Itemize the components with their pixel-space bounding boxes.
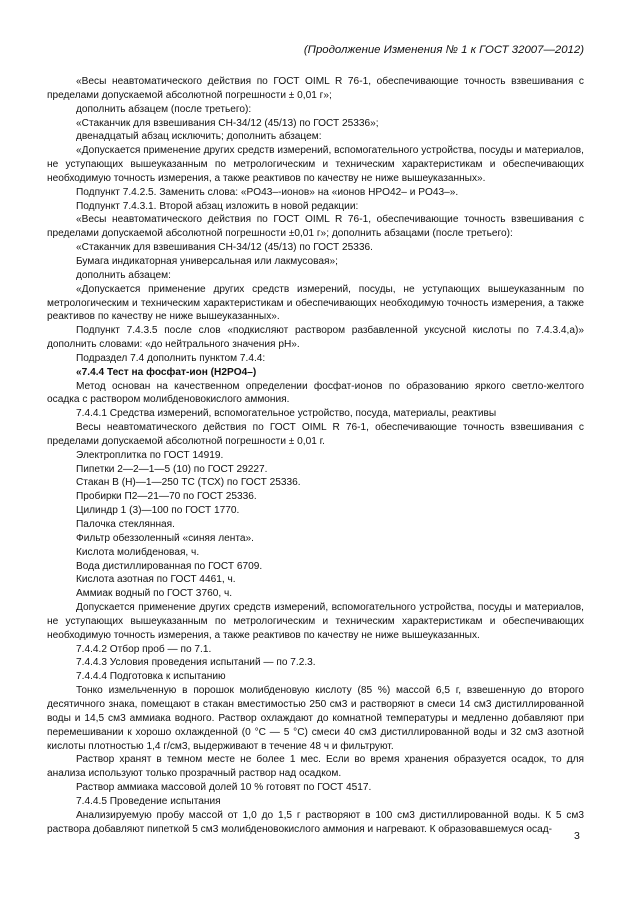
paragraph: «Весы неавтоматического действия по ГОСТ OIML R 76-1, обеспечивающие точность взвешивания с пределами допускаемой абсолютной погрешности ±0,01 г»; дополнить абзацами (после третьего): bbox=[47, 214, 584, 240]
paragraph: Подраздел 7.4 дополнить пунктом 7.4.4: bbox=[76, 352, 266, 364]
paragraph: Допускается применение других средств измерений, вспомогательного устройства, посуды и материалов, не уступающих вышеуказанным по метрологическим и техническим характеристикам и обеспечивающих необходимую точность измерения, а также реактивов по качеству не ниже вышеуказанных. bbox=[47, 602, 584, 641]
paragraph: дополнить абзацем (после третьего): bbox=[76, 103, 252, 115]
paragraph: «Весы неавтоматического действия по ГОСТ OIML R 76-1, обеспечивающие точность взвешивания с пределами допускаемой абсолютной погрешности ± 0,01 г»; bbox=[47, 76, 584, 101]
paragraph: 7.4.4.2 Отбор проб — по 7.1. bbox=[76, 643, 212, 655]
paragraph: Тонко измельченную в порошок молибденовую кислоту (85 %) массой 6,5 г, взвешенную до второго десятичного знака, помещают в стакан вместимостью 250 см3 и растворяют в смеси 14 см3 дистиллированной воды и 14,5 см3 аммиака водного. Раствор охлаждают до комнатной температуры и медленно добавляют при перемешивании к хорошо охлажденной (0 °С — 5 °С) смеси 40 см3 дистиллированной воды и 32 см3 азотной кислоты плотностью 1,4 г/см3, выдерживают в течение 48 ч и фильтруют. bbox=[47, 685, 584, 752]
paragraph: двенадцатый абзац исключить; дополнить абзацем: bbox=[76, 131, 322, 143]
list-item: Вода дистиллированная по ГОСТ 6709. bbox=[76, 560, 263, 572]
paragraph: Раствор хранят в темном месте не более 1 мес. Если во время хранения образуется осадок, то для анализа используют только прозрачный раствор над осадком. bbox=[47, 754, 584, 780]
running-header: (Продолжение Изменения № 1 к ГОСТ 32007—2012) bbox=[303, 44, 584, 56]
paragraph: Метод основан на качественном определении фосфат-ионов по образованию яркого светло-желтого осадка с раствором молибденовокислого аммония. bbox=[47, 380, 584, 406]
page-number: 3 bbox=[574, 830, 580, 842]
list-item: Цилиндр 1 (3)—100 по ГОСТ 1770. bbox=[76, 505, 240, 517]
paragraph: 7.4.4.4 Подготовка к испытанию bbox=[76, 671, 226, 683]
paragraph: 7.4.4.5 Проведение испытания bbox=[76, 795, 221, 807]
paragraph: Раствор аммиака массовой долей 10 % готовят по ГОСТ 4517. bbox=[76, 782, 372, 794]
list-item: Фильтр обеззоленный «синяя лента». bbox=[76, 532, 254, 544]
paragraph: Весы неавтоматического действия по ГОСТ OIML R 76-1, обеспечивающие точность взвешивания с пределами допускаемой абсолютной погрешности ± 0,01 г. bbox=[47, 422, 584, 447]
paragraph: «Допускается применение других средств измерений, посуды, не уступающих вышеуказанным по метрологическим и техническим характеристикам и обеспечивающих необходимую точность измерения, а также реактивов по качеству не ниже вышеуказанных». bbox=[47, 283, 584, 323]
list-item: Стакан В (Н)—1—250 ТС (ТСХ) по ГОСТ 25336. bbox=[76, 477, 301, 489]
paragraph: «Стаканчик для взвешивания СН-34/12 (45/13) по ГОСТ 25336»; bbox=[76, 117, 379, 129]
list-item: Аммиак водный по ГОСТ 3760, ч. bbox=[76, 588, 233, 600]
paragraph: «Стаканчик для взвешивания СН-34/12 (45/13) по ГОСТ 25336. bbox=[76, 242, 373, 254]
list-item: Кислота азотная по ГОСТ 4461, ч. bbox=[76, 574, 236, 586]
paragraph: Анализируемую пробу массой от 1,0 до 1,5 г растворяют в 100 см3 дистиллированной воды. К 5 см3 раствора добавляют пипеткой 5 см3 молибденовокислого аммония и нагревают. К образовавшемуся осад- bbox=[47, 809, 584, 835]
paragraph: Подпункт 7.4.2.5. Заменить слова: «PO43–-ионов» на «ионов HPO42– и PO43–». bbox=[76, 186, 459, 198]
document-body bbox=[47, 75, 584, 836]
list-item: Кислота молибденовая, ч. bbox=[76, 546, 200, 558]
list-item: Пробирки П2—21—70 по ГОСТ 25336. bbox=[76, 491, 257, 503]
paragraph: «Допускается применение других средств измерений, вспомогательного устройства, посуды и материалов, не уступающих вышеуказанным по метрологическим и техническим характеристикам и обеспечивающих необходимую точность измерения, а также реактивов по качеству не ниже вышеуказанных». bbox=[47, 145, 584, 184]
paragraph: Бумага индикаторная универсальная или лакмусовая»; bbox=[76, 255, 338, 267]
list-item: Палочка стеклянная. bbox=[76, 519, 175, 530]
paragraph: Подпункт 7.4.3.1. Второй абзац изложить в новой редакции: bbox=[76, 200, 359, 212]
section-heading: «7.4.4 Тест на фосфат-ион (H2PO4–) bbox=[76, 366, 257, 378]
paragraph: Подпункт 7.4.3.5 после слов «подкисляют раствором разбавленной уксусной кислоты по 7.4.3.4,а)» дополнить словами: «до нейтрального значения pH». bbox=[47, 325, 584, 351]
list-item: Электроплитка по ГОСТ 14919. bbox=[76, 449, 224, 461]
paragraph: 7.4.4.1 Средства измерений, вспомогательное устройство, посуда, материалы, реактивы bbox=[76, 408, 497, 420]
paragraph: 7.4.4.3 Условия проведения испытаний — по 7.2.3. bbox=[76, 657, 316, 669]
paragraph: дополнить абзацем: bbox=[76, 269, 171, 281]
list-item: Пипетки 2—2—1—5 (10) по ГОСТ 29227. bbox=[76, 463, 268, 475]
